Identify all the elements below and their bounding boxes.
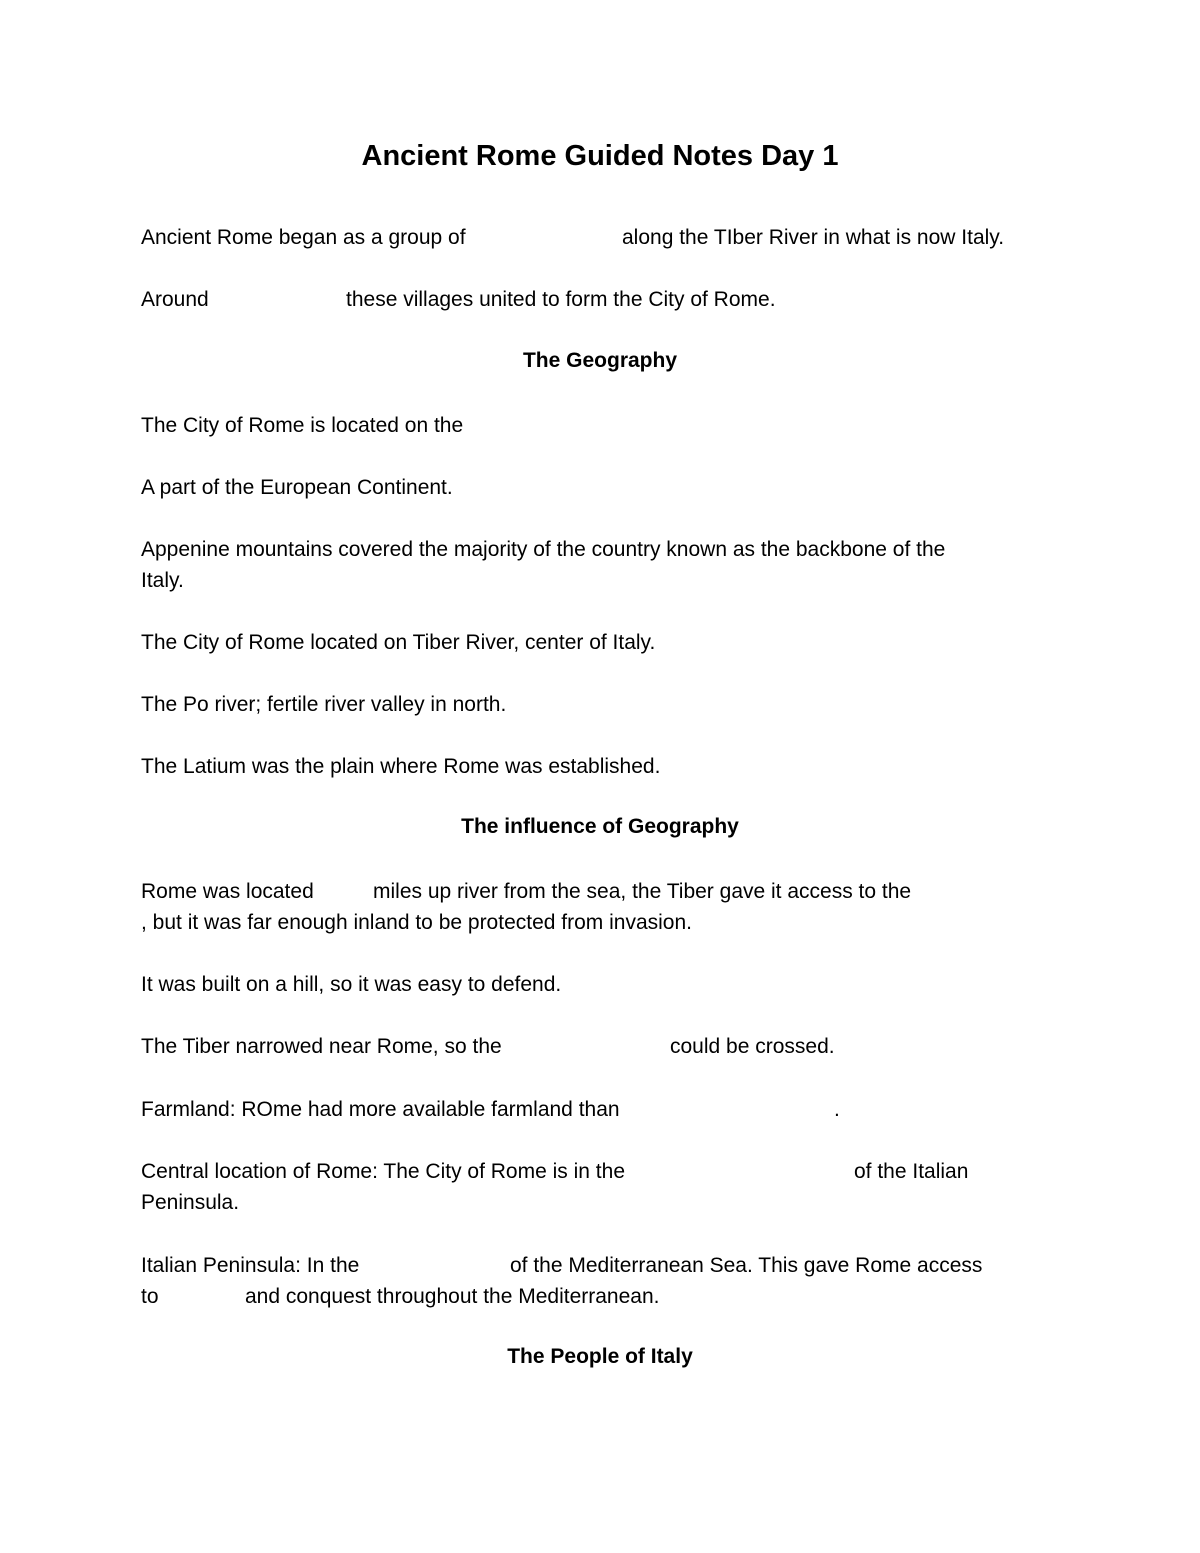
influence-p1-line-2: , but it was far enough inland to be protected from invasion.	[141, 911, 692, 934]
influence-p1-start: Rome was located	[141, 880, 314, 903]
geography-p4: The City of Rome located on Tiber River, center of Italy.	[141, 631, 656, 654]
heading-people: The People of Italy	[507, 1345, 693, 1368]
intro-line-1-start: Ancient Rome began as a group of	[141, 226, 466, 249]
heading-geography: The Geography	[522, 349, 678, 372]
geography-p3-line-2: Italy.	[141, 569, 184, 592]
influence-p2: It was built on a hill, so it was easy to defend.	[141, 973, 562, 996]
influence-p3-end: could be crossed.	[670, 1035, 835, 1058]
influence-p6-start: Italian Peninsula: In the	[141, 1254, 360, 1277]
influence-p3-start: The Tiber narrowed near Rome, so the	[141, 1035, 502, 1058]
influence-p6-end: of the Mediterranean Sea. This gave Rome access	[510, 1254, 983, 1277]
influence-p1-end: miles up river from the sea, the Tiber gave it access to the	[373, 880, 912, 903]
geography-p6: The Latium was the plain where Rome was established.	[141, 755, 661, 778]
geography-p5: The Po river; fertile river valley in north.	[141, 693, 507, 716]
intro-line-1-end: along the TIber River in what is now Italy.	[622, 226, 1005, 249]
influence-p4-end: .	[834, 1098, 840, 1121]
influence-p4-start: Farmland: ROme had more available farmland than	[141, 1098, 620, 1121]
influence-p6-line-2-start: to	[141, 1285, 159, 1308]
influence-p6-line-2-end: and conquest throughout the Mediterranean.	[245, 1285, 660, 1308]
geography-p2: A part of the European Continent.	[141, 476, 453, 499]
influence-p5-line-2: Peninsula.	[141, 1191, 240, 1214]
influence-p5-start: Central location of Rome: The City of Rome is in the	[141, 1160, 625, 1183]
geography-p1: The City of Rome is located on the	[141, 414, 464, 437]
geography-p3-line-1: Appenine mountains covered the majority of the country known as the backbone of the	[141, 538, 946, 561]
heading-influence: The influence of Geography	[461, 815, 739, 838]
influence-p5-end: of the Italian	[854, 1160, 969, 1183]
intro-line-2-end: these villages united to form the City of Rome.	[346, 288, 776, 311]
intro-line-2-start: Around	[141, 288, 209, 311]
document-title: Ancient Rome Guided Notes Day 1	[361, 140, 839, 172]
